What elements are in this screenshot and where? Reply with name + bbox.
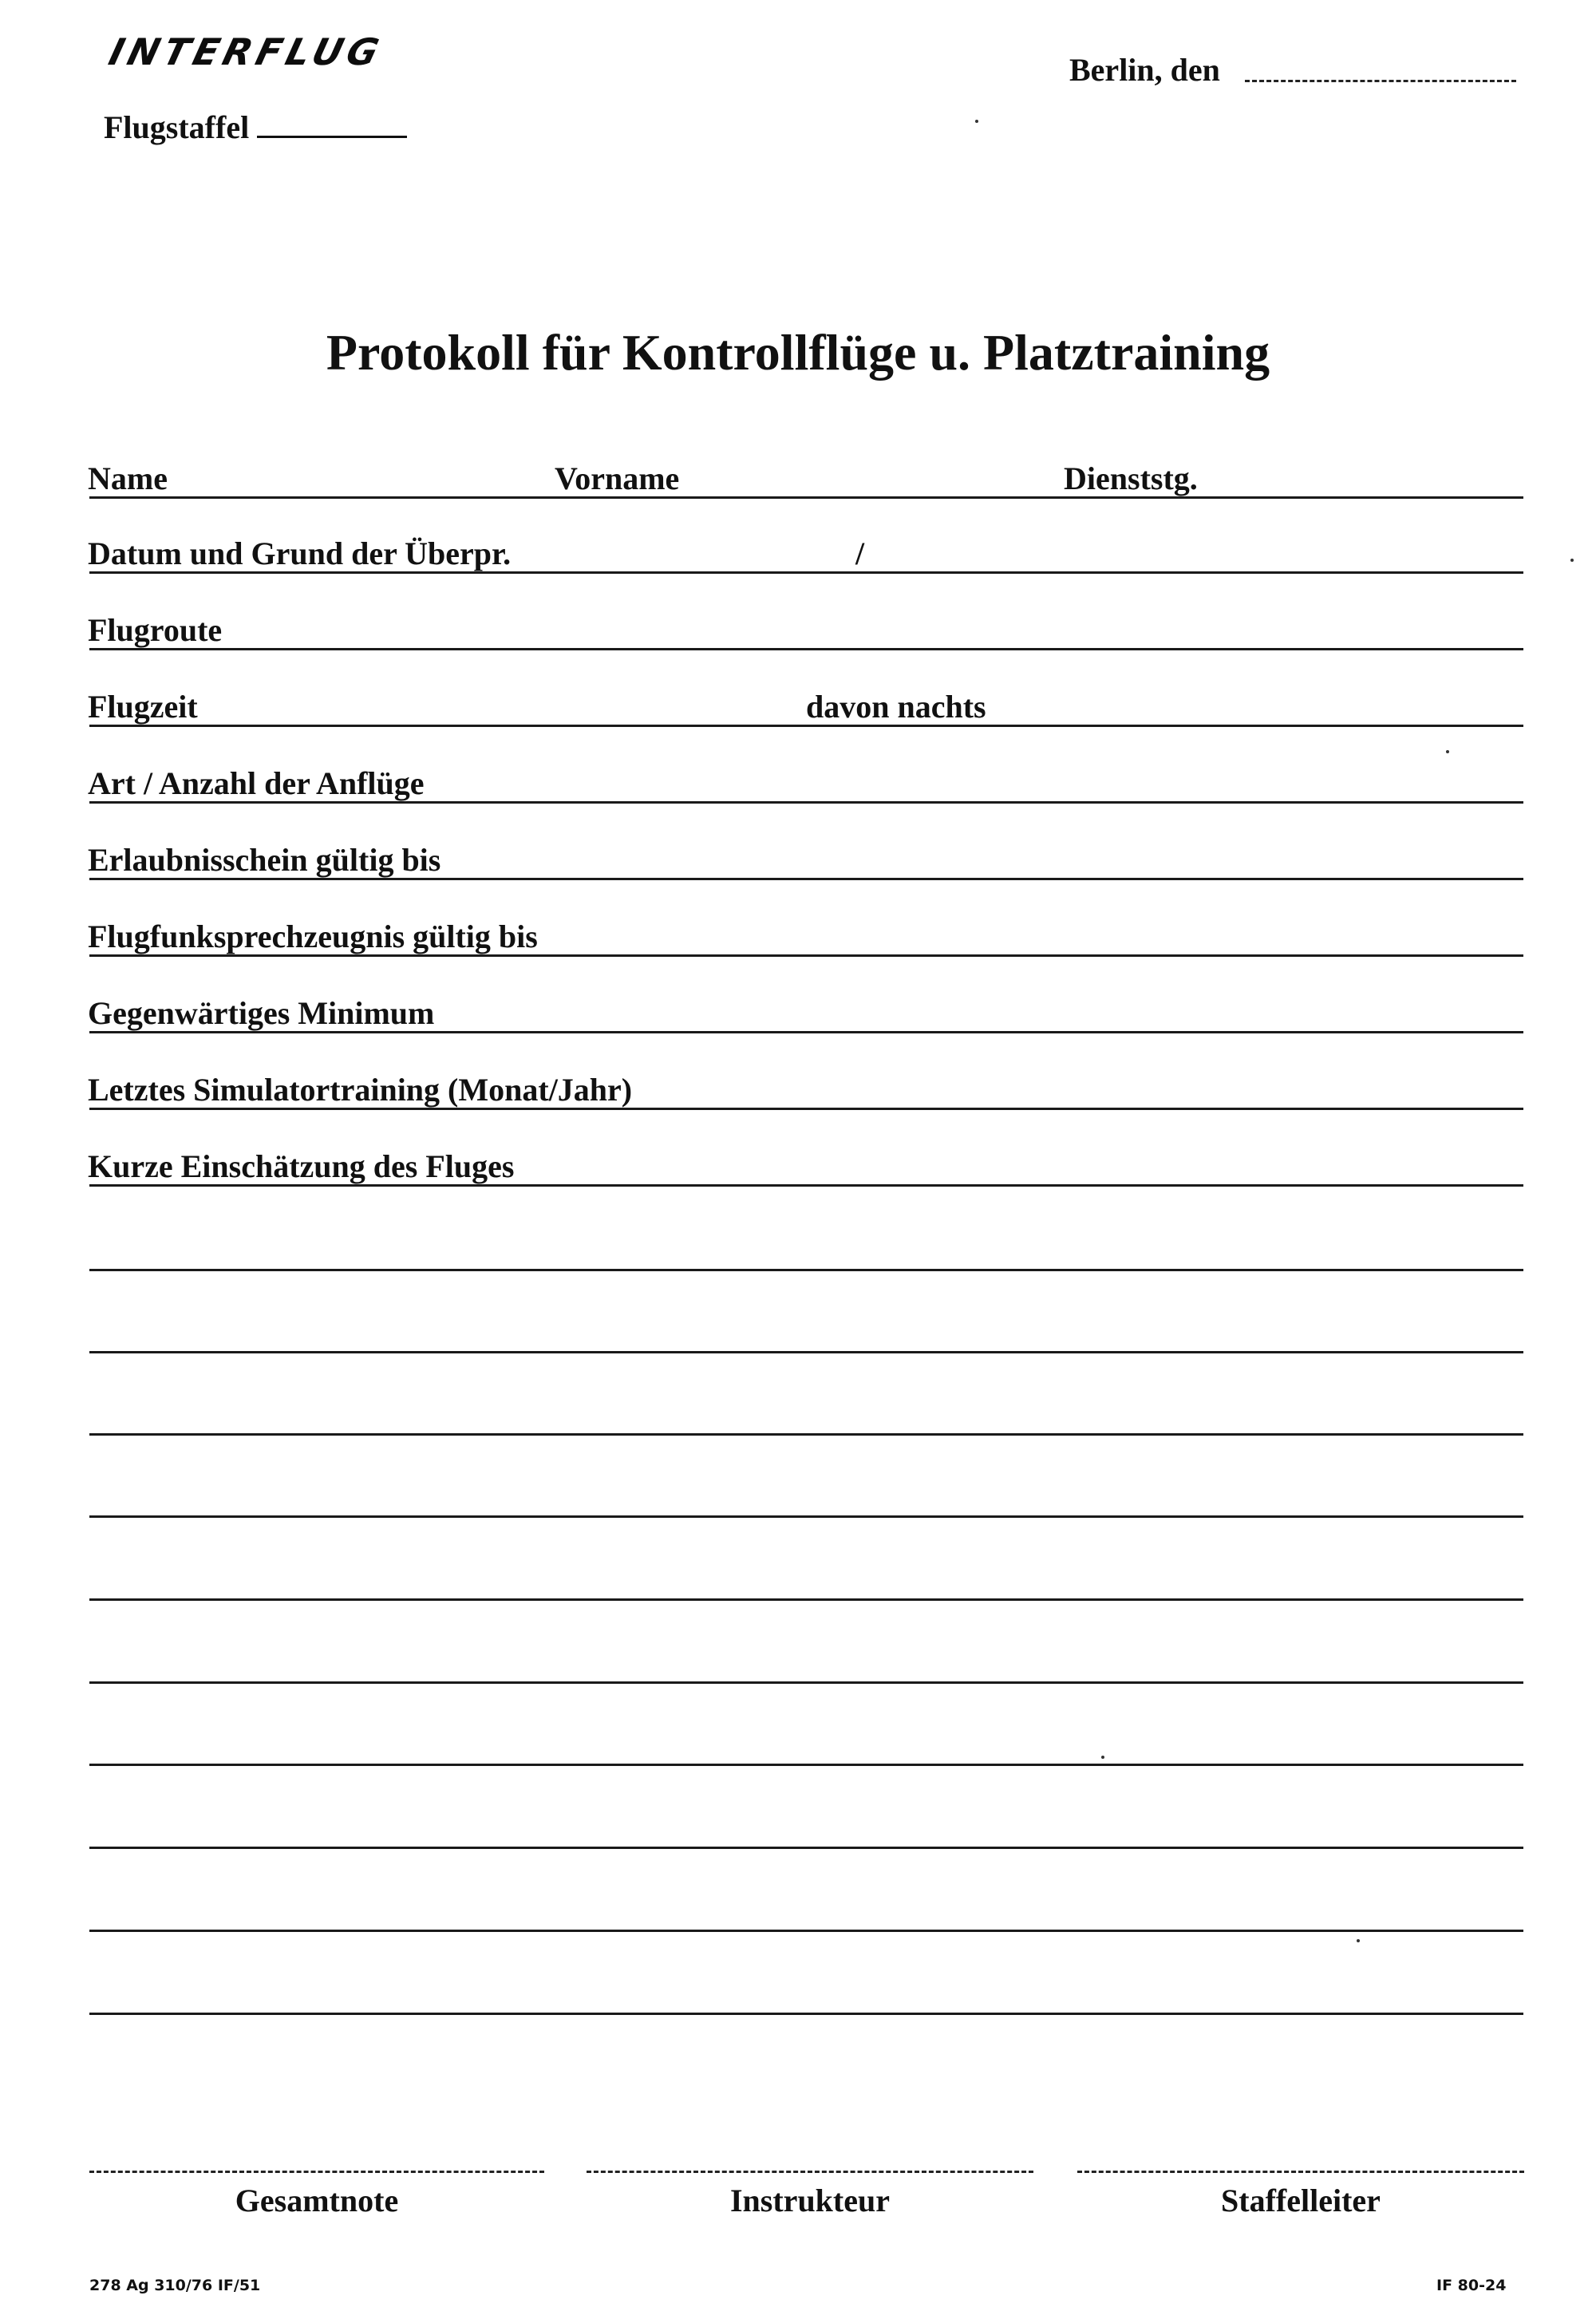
scan-speck: [1570, 559, 1574, 562]
date-blank-line: [1245, 80, 1516, 82]
name-label: Name: [88, 460, 168, 496]
print-code: 278 Ag 310/76 IF/51: [89, 2277, 261, 2294]
writing-line: [89, 1764, 1523, 1766]
instrukteur-label: Instrukteur: [729, 2183, 891, 2218]
writing-line: [89, 1930, 1523, 1932]
form-number: IF 80-24: [1436, 2277, 1507, 2294]
minimum-label: Gegenwärtiges Minimum: [88, 995, 435, 1031]
scan-speck: [1357, 1939, 1360, 1942]
writing-line: [89, 1351, 1523, 1353]
vorname-label: Vorname: [555, 460, 680, 496]
simulator-label: Letztes Simulatortraining (Monat/Jahr): [88, 1072, 633, 1108]
gesamtnote-signature-line: [89, 2171, 544, 2173]
datum-grund-label: Datum und Grund der Überpr.: [88, 535, 512, 571]
erlaubnisschein-row-line: [89, 878, 1523, 880]
flugstaffel-blank-line: [257, 136, 407, 138]
staffelleiter-signature-line: [1077, 2171, 1524, 2173]
scan-speck: [1446, 750, 1449, 753]
writing-line: [89, 1598, 1523, 1601]
writing-line: [89, 1433, 1523, 1436]
art-anzahl-label: Art / Anzahl der Anflüge: [88, 765, 425, 801]
writing-line: [89, 1681, 1523, 1684]
writing-line: [89, 2013, 1523, 2015]
dienststg-label: Dienststg.: [1064, 460, 1198, 496]
art-anzahl-row-line: [89, 801, 1523, 804]
flugstaffel-label: Flugstaffel: [104, 109, 250, 145]
flugroute-label: Flugroute: [88, 612, 223, 648]
datum-separator: /: [855, 535, 865, 571]
simulator-row-line: [89, 1108, 1523, 1110]
writing-line: [89, 1269, 1523, 1271]
interflug-logo: INTERFLUG: [105, 30, 388, 73]
flugzeit-row-line: [89, 725, 1523, 727]
flugfunk-label: Flugfunksprechzeugnis gültig bis: [88, 919, 538, 954]
einschaetzung-label: Kurze Einschätzung des Fluges: [88, 1148, 515, 1184]
flugroute-row-line: [89, 648, 1523, 650]
erlaubnisschein-label: Erlaubnisschein gültig bis: [88, 842, 441, 878]
minimum-row-line: [89, 1031, 1523, 1033]
datum-row-line: [89, 571, 1523, 574]
writing-line: [89, 1847, 1523, 1849]
flugzeit-label: Flugzeit: [88, 689, 198, 725]
gesamtnote-label: Gesamtnote: [235, 2183, 399, 2218]
writing-line: [89, 1515, 1523, 1518]
name-row-line: [89, 496, 1523, 499]
einschaetzung-row-line: [89, 1184, 1523, 1187]
scan-speck: [975, 120, 978, 123]
form-title: Protokoll für Kontrollflüge u. Platztraining: [326, 324, 1270, 381]
instrukteur-signature-line: [587, 2171, 1033, 2173]
staffelleiter-label: Staffelleiter: [1221, 2183, 1381, 2218]
scan-speck: [1101, 1756, 1104, 1759]
davon-nachts-label: davon nachts: [806, 689, 986, 725]
flugfunk-row-line: [89, 954, 1523, 957]
place-date-label: Berlin, den: [1069, 52, 1220, 88]
